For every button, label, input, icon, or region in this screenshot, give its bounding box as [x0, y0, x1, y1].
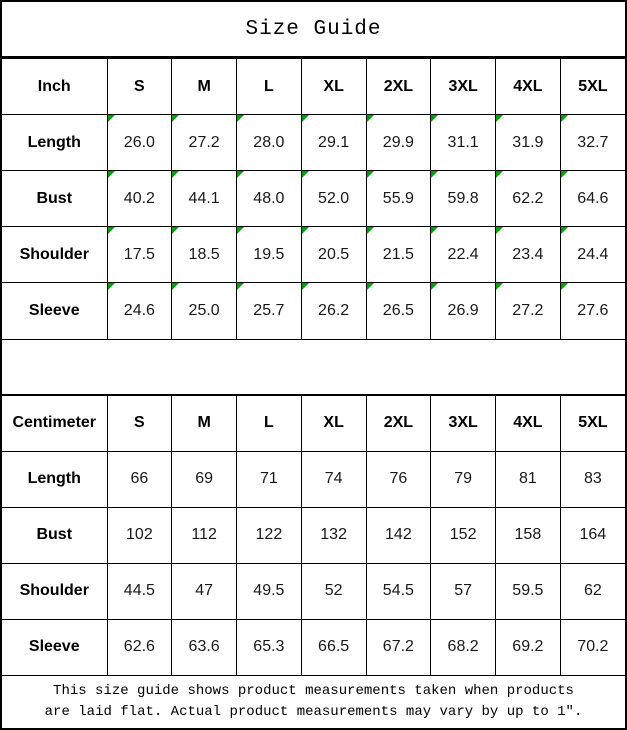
- measurement-row: [2, 619, 625, 675]
- inch-size-table: [2, 58, 625, 339]
- size-header-cell: 3XL: [431, 59, 496, 115]
- measurement-label-cell: Shoulder: [2, 227, 107, 283]
- measurement-value-cell: 71: [237, 451, 302, 507]
- measurement-row: [2, 115, 625, 171]
- measurement-value-cell: 22.4: [431, 227, 496, 283]
- size-header-row: [2, 59, 625, 115]
- measurement-value-cell: 62.2: [496, 171, 561, 227]
- measurement-row: [2, 227, 625, 283]
- measurement-label-cell: Bust: [2, 171, 107, 227]
- measurement-value-cell: 68.2: [431, 619, 496, 675]
- size-header-row: [2, 395, 625, 451]
- measurement-value-cell: 17.5: [107, 227, 172, 283]
- measurement-value-cell: 59.5: [496, 563, 561, 619]
- measurement-value-cell: 152: [431, 507, 496, 563]
- spacer-row: [2, 339, 625, 395]
- measurement-value-cell: 26.5: [366, 283, 431, 339]
- measurement-value-cell: 65.3: [237, 619, 302, 675]
- measurement-value-cell: 55.9: [366, 171, 431, 227]
- size-header-cell: S: [107, 395, 172, 451]
- measurement-label-cell: Shoulder: [2, 563, 107, 619]
- measurement-value-cell: 31.9: [496, 115, 561, 171]
- measurement-value-cell: 25.0: [172, 283, 237, 339]
- size-header-cell: 5XL: [560, 59, 625, 115]
- measurement-value-cell: 59.8: [431, 171, 496, 227]
- size-header-cell: 5XL: [560, 395, 625, 451]
- measurement-value-cell: 47: [172, 563, 237, 619]
- measurement-value-cell: 32.7: [560, 115, 625, 171]
- measurement-label-cell: Bust: [2, 507, 107, 563]
- measurement-value-cell: 48.0: [237, 171, 302, 227]
- size-header-cell: 2XL: [366, 395, 431, 451]
- measurement-value-cell: 23.4: [496, 227, 561, 283]
- measurement-value-cell: 81: [496, 451, 561, 507]
- measurement-row: [2, 283, 625, 339]
- measurement-row: [2, 563, 625, 619]
- measurement-value-cell: 49.5: [237, 563, 302, 619]
- unit-header-cell: Centimeter: [2, 395, 107, 451]
- measurement-value-cell: 54.5: [366, 563, 431, 619]
- measurement-value-cell: 122: [237, 507, 302, 563]
- size-header-cell: XL: [301, 395, 366, 451]
- measurement-value-cell: 18.5: [172, 227, 237, 283]
- measurement-label-cell: Length: [2, 115, 107, 171]
- measurement-value-cell: 132: [301, 507, 366, 563]
- measurement-value-cell: 52: [301, 563, 366, 619]
- measurement-value-cell: 158: [496, 507, 561, 563]
- size-header-cell: M: [172, 395, 237, 451]
- size-guide-footnote: [2, 675, 625, 728]
- footnote-line-1: This size guide shows product measurements taken when products: [53, 683, 574, 699]
- size-header-cell: 4XL: [496, 395, 561, 451]
- measurement-value-cell: 142: [366, 507, 431, 563]
- measurement-value-cell: 66.5: [301, 619, 366, 675]
- measurement-value-cell: 24.4: [560, 227, 625, 283]
- measurement-value-cell: 74: [301, 451, 366, 507]
- measurement-label-cell: Length: [2, 451, 107, 507]
- size-header-cell: 2XL: [366, 59, 431, 115]
- measurement-value-cell: 112: [172, 507, 237, 563]
- measurement-value-cell: 62.6: [107, 619, 172, 675]
- measurement-value-cell: 19.5: [237, 227, 302, 283]
- measurement-value-cell: 67.2: [366, 619, 431, 675]
- measurement-value-cell: 31.1: [431, 115, 496, 171]
- size-header-cell: M: [172, 59, 237, 115]
- measurement-value-cell: 44.1: [172, 171, 237, 227]
- measurement-value-cell: 26.0: [107, 115, 172, 171]
- measurement-value-cell: 44.5: [107, 563, 172, 619]
- measurement-value-cell: 64.6: [560, 171, 625, 227]
- measurement-value-cell: 40.2: [107, 171, 172, 227]
- measurement-value-cell: 63.6: [172, 619, 237, 675]
- footnote-line-2: are laid flat. Actual product measurements may vary by up to 1″.: [44, 704, 583, 720]
- measurement-label-cell: Sleeve: [2, 283, 107, 339]
- measurement-value-cell: 27.6: [560, 283, 625, 339]
- measurement-value-cell: 57: [431, 563, 496, 619]
- measurement-value-cell: 25.7: [237, 283, 302, 339]
- measurement-value-cell: 21.5: [366, 227, 431, 283]
- measurement-value-cell: 83: [560, 451, 625, 507]
- measurement-value-cell: 79: [431, 451, 496, 507]
- measurement-row: [2, 171, 625, 227]
- size-header-cell: S: [107, 59, 172, 115]
- size-header-cell: L: [237, 395, 302, 451]
- measurement-value-cell: 52.0: [301, 171, 366, 227]
- unit-header-cell: Inch: [2, 59, 107, 115]
- centimeter-size-table: [2, 395, 625, 676]
- measurement-value-cell: 70.2: [560, 619, 625, 675]
- measurement-value-cell: 29.9: [366, 115, 431, 171]
- measurement-value-cell: 62: [560, 563, 625, 619]
- measurement-value-cell: 26.2: [301, 283, 366, 339]
- size-header-cell: 3XL: [431, 395, 496, 451]
- measurement-label-cell: Sleeve: [2, 619, 107, 675]
- measurement-value-cell: 102: [107, 507, 172, 563]
- measurement-value-cell: 164: [560, 507, 625, 563]
- size-guide-title: Size Guide: [2, 2, 625, 58]
- measurement-value-cell: 69.2: [496, 619, 561, 675]
- measurement-row: [2, 507, 625, 563]
- measurement-value-cell: 69: [172, 451, 237, 507]
- size-header-cell: 4XL: [496, 59, 561, 115]
- measurement-value-cell: 29.1: [301, 115, 366, 171]
- measurement-value-cell: 66: [107, 451, 172, 507]
- size-header-cell: XL: [301, 59, 366, 115]
- measurement-value-cell: 76: [366, 451, 431, 507]
- measurement-value-cell: 26.9: [431, 283, 496, 339]
- measurement-value-cell: 28.0: [237, 115, 302, 171]
- measurement-value-cell: 20.5: [301, 227, 366, 283]
- measurement-value-cell: 24.6: [107, 283, 172, 339]
- measurement-value-cell: 27.2: [496, 283, 561, 339]
- size-header-cell: L: [237, 59, 302, 115]
- measurement-row: [2, 451, 625, 507]
- measurement-value-cell: 27.2: [172, 115, 237, 171]
